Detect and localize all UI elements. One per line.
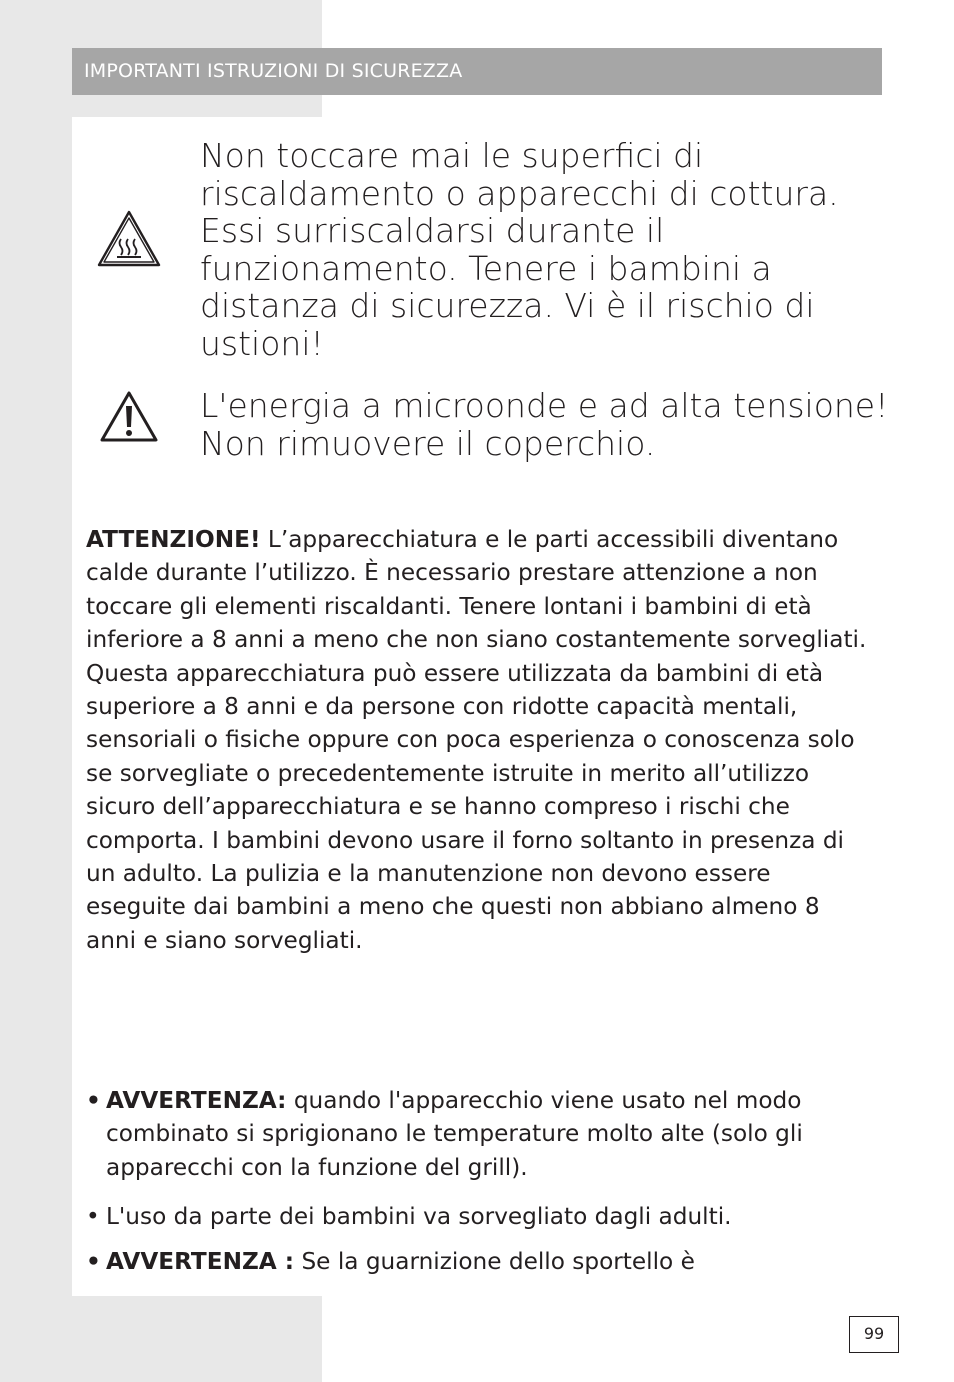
hot-surface-warning-icon	[96, 209, 162, 269]
exclamation-warning-icon	[98, 389, 160, 445]
content-panel	[72, 117, 889, 1296]
bullet-marker: •	[86, 1203, 100, 1230]
attention-label: ATTENZIONE!	[86, 526, 261, 553]
bullet-marker: •	[86, 1087, 101, 1114]
bullet-text: quando l'apparecchio viene usato nel modo combinato si sprigionano le temperature molto alte (solo gli apparecchi con la funzione del grill).	[106, 1087, 803, 1181]
list-item	[86, 1245, 876, 1278]
section-header-title: IMPORTANTI ISTRUZIONI DI SICUREZZA	[84, 60, 463, 82]
section-header	[72, 48, 882, 95]
microwave-warning-text: L'energia a microonde e ad alta tensione! Non rimuovere il coperchio.	[200, 386, 889, 463]
hot-surface-warning-text: Non toccare mai le superfici di riscaldamento o apparecchi di cottura. Essi surriscaldarsi durante il funzionamento. Tenere i bambini a distanza di sicurezza. Vi è il rischio di ustioni!	[200, 136, 839, 363]
list-item	[86, 1084, 876, 1184]
list-item	[86, 1200, 876, 1233]
attention-text: L’apparecchiatura e le parti accessibili diventano calde durante l’utilizzo. È necessario prestare attenzione a non toccare gli elementi riscaldanti. Tenere lontani i bambini di età inferiore a 8 anni a meno che non siano costantemente sorvegliati. Questa apparecchiatura può essere utilizzata da bambini di età superiore a 8 anni e da persone con ridotte capacità mentali, sensoriali o fisiche oppure con poca esperienza o conoscenza solo se sorvegliate o precedentemente istruite in merito all’utilizzo sicuro dell’apparecchiatura e se hanno compreso i rischi che comporta. I bambini devono usare il forno soltanto in presenza di un adulto. La pulizia e la manutenzione non devono essere eseguite dai bambini a meno che questi non abbiano almeno 8 anni e siano sorvegliati.	[86, 526, 867, 954]
bullet-marker: •	[86, 1248, 101, 1275]
page-number: 99	[849, 1316, 899, 1353]
bullet-label: AVVERTENZA:	[106, 1087, 287, 1114]
attention-paragraph	[86, 523, 876, 957]
bullet-text: L'uso da parte dei bambini va sorvegliato dagli adulti.	[106, 1203, 732, 1230]
bullet-label: AVVERTENZA :	[106, 1248, 295, 1275]
bullet-text: Se la guarnizione dello sportello è	[294, 1248, 695, 1275]
